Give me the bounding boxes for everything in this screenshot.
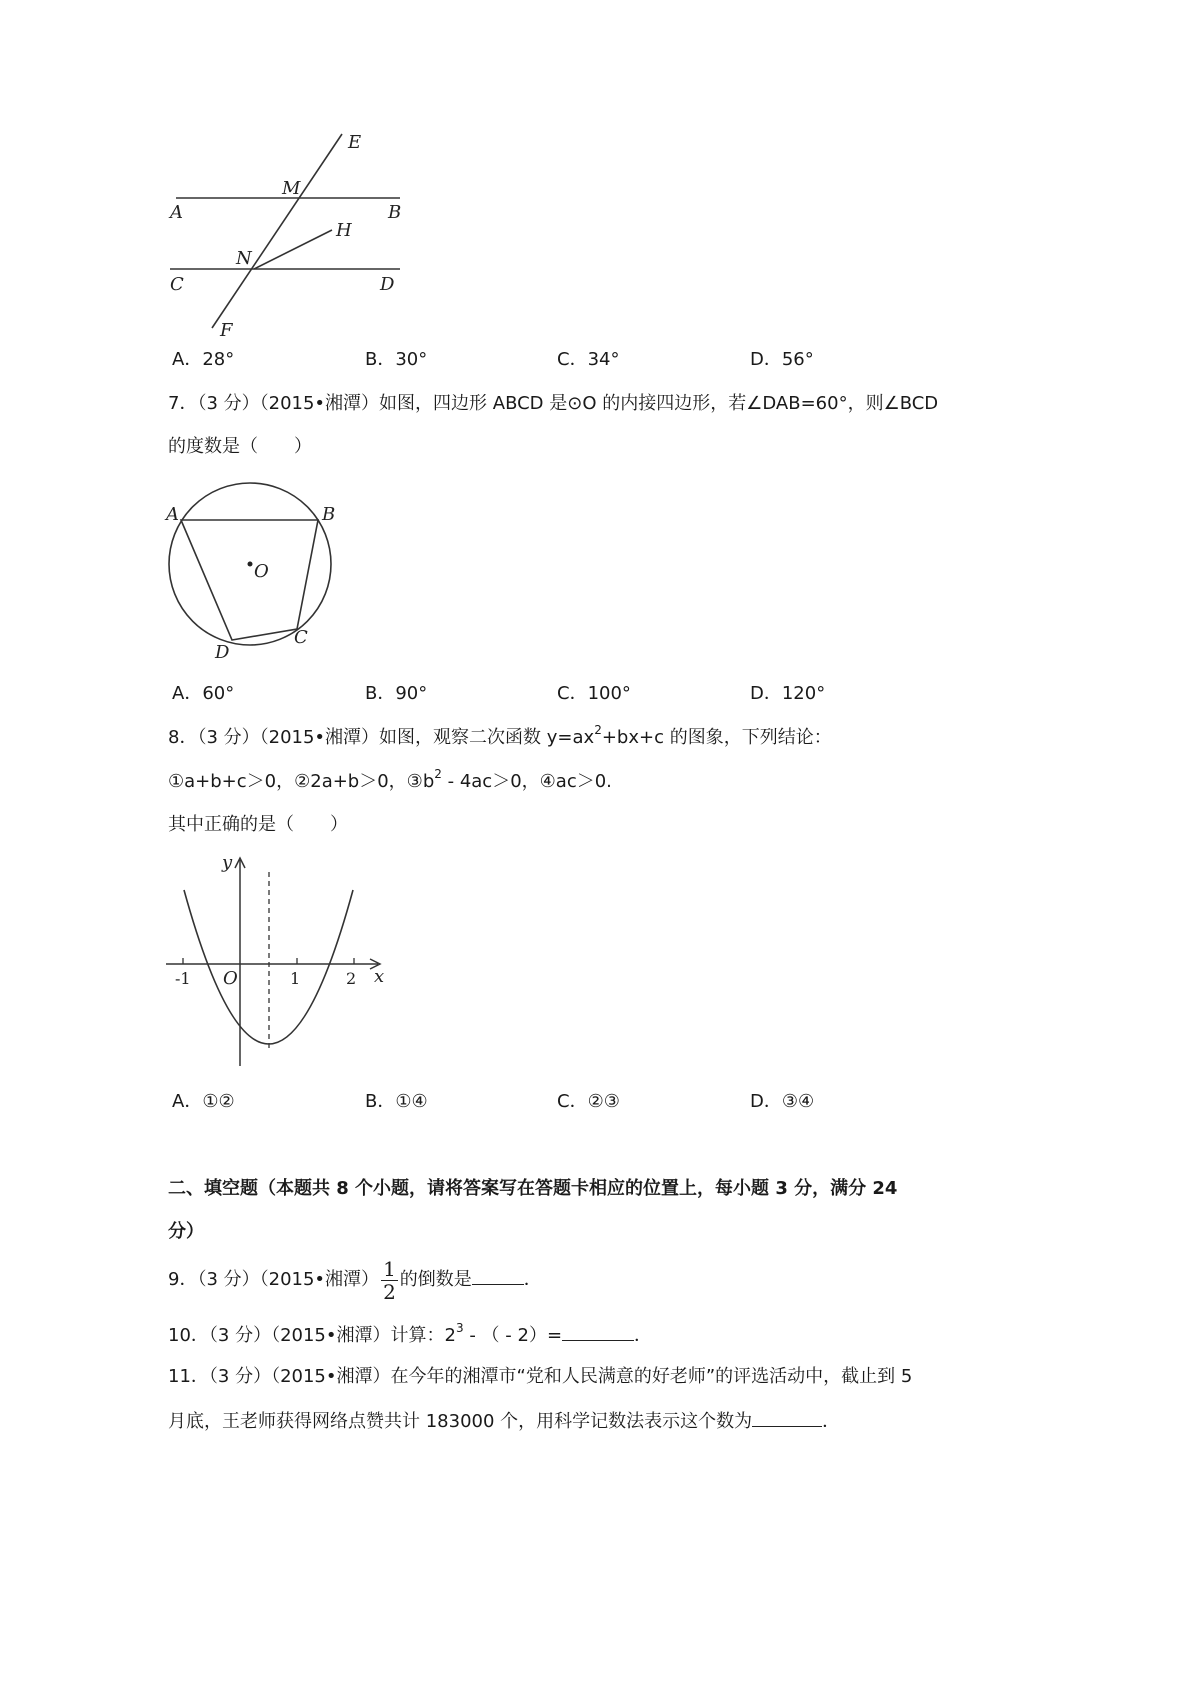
q7-stem-line1: 7．（3 分）（2015•湘潭）如图，四边形 ABCD 是⊙O 的内接四边形，若∠DAB=60°，则∠BCD [168, 393, 939, 414]
q6-option-d: D．56° [750, 349, 814, 370]
q8-stem-line1 [168, 723, 832, 750]
label-d: D [380, 274, 395, 295]
q7-option-b: B．90° [365, 683, 428, 704]
q10-stem [168, 1322, 652, 1348]
ray-nh [254, 230, 332, 269]
q8-line1-pre: 8．（3 分）（2015•湘潭）如图，观察二次函数 y=ax [168, 727, 595, 748]
fraction-numerator: 1 [383, 1256, 396, 1281]
quadrilateral-abcd [181, 520, 318, 640]
q6-option-a: A．28° [172, 349, 235, 370]
q8-option-c: C．②③ [557, 1091, 620, 1112]
q9-pre: 9．（3 分）（2015•湘潭） [168, 1269, 380, 1290]
q11-answer-blank[interactable] [752, 1408, 822, 1427]
line-ef [212, 134, 342, 328]
q10-sup: 3 [455, 1321, 464, 1335]
q8-line2-pre: ①a+b+c＞0，②2a+b＞0，③b [168, 771, 435, 792]
q11-line2-end: ． [822, 1411, 841, 1432]
q8-line1-sup: 2 [594, 723, 602, 737]
q9-answer-blank[interactable] [472, 1266, 524, 1285]
fraction-denominator: 2 [383, 1279, 396, 1304]
label-m: M [282, 178, 301, 199]
label-e: E [348, 132, 362, 153]
label-c: C [170, 274, 184, 295]
label-minus-1: -1 [175, 969, 191, 988]
label-h: H [336, 220, 352, 241]
label-y: y [222, 852, 233, 873]
label-d: D [215, 642, 230, 663]
q8-option-d: D．③④ [750, 1091, 815, 1112]
q7-option-c: C．100° [557, 683, 631, 704]
q7-option-d: D．120° [750, 683, 826, 704]
q7-stem-line2: 的度数是（ ） [168, 436, 312, 457]
q6-option-b: B．30° [365, 349, 428, 370]
label-n: N [236, 248, 252, 269]
label-2: 2 [346, 969, 357, 988]
q10-post: - （ - 2）= [463, 1325, 563, 1346]
q9-end: ． [523, 1269, 542, 1290]
label-o: O [254, 561, 269, 582]
q10-end: ． [634, 1325, 653, 1346]
inscribed-quadrilateral-figure [162, 500, 352, 670]
section-heading-line1: 二、填空题（本题共 8 个小题，请将答案写在答题卡相应的位置上，每小题 3 分，满分 24 [168, 1178, 898, 1199]
q8-option-a: A．①② [172, 1091, 235, 1112]
q9-stem [168, 1256, 542, 1304]
q8-stem-line2 [168, 767, 612, 794]
q8-line1-post: +bx+c 的图象，下列结论： [601, 727, 832, 748]
q11-line2-pre: 月底，王老师获得网络点赞共计 183000 个，用科学记数法表示这个数为 [168, 1411, 753, 1432]
q7-option-a: A．60° [172, 683, 235, 704]
q10-answer-blank[interactable] [562, 1322, 634, 1341]
q8-stem-line3: 其中正确的是（ ） [168, 814, 348, 835]
q9-post: 的倒数是 [399, 1269, 472, 1290]
q8-line2-post: - 4ac＞0，④ac＞0. [441, 771, 612, 792]
center-point [248, 562, 253, 567]
label-x: x [374, 966, 385, 987]
label-1: 1 [290, 969, 301, 988]
q6-option-c: C．34° [557, 349, 620, 370]
label-c: C [294, 627, 308, 648]
label-f: F [220, 320, 233, 341]
q8-line2-sup: 2 [434, 767, 442, 781]
q11-stem-line2 [168, 1408, 840, 1434]
q10-pre: 10．（3 分）（2015•湘潭）计算：2 [168, 1325, 456, 1346]
label-a: A [170, 202, 183, 223]
label-origin: O [223, 968, 238, 989]
q8-option-b: B．①④ [365, 1091, 428, 1112]
label-b: B [322, 504, 336, 525]
label-b: B [388, 202, 402, 223]
parabola-graph [160, 848, 400, 1073]
parallel-lines-figure [170, 128, 430, 343]
fraction-one-half [381, 1258, 398, 1303]
section-heading-line2: 分） [168, 1221, 204, 1242]
label-a: A [166, 504, 179, 525]
q11-stem-line1: 11．（3 分）（2015•湘潭）在今年的湘潭市“党和人民满意的好老师”的评选活动中，截止到 5 [168, 1366, 913, 1387]
